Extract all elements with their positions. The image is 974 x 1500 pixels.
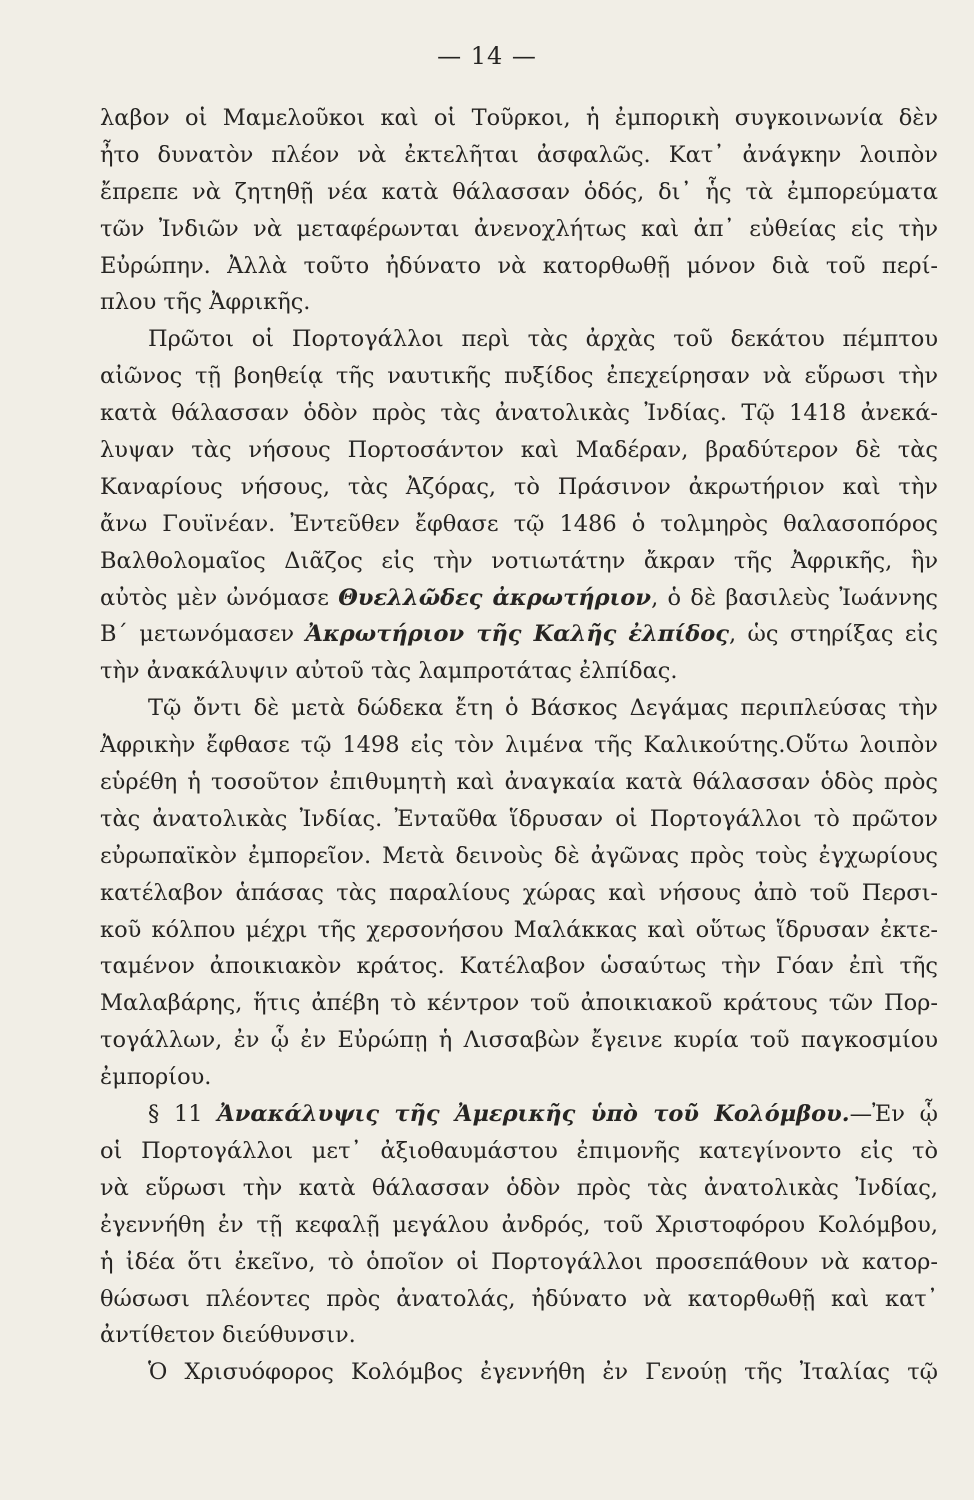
text-line: ἔπρεπε νὰ ζητηθῇ νέα κατὰ θάλασσαν ὁδός, δι᾿ ἧς τὰ ἐμπορεύματα bbox=[100, 178, 938, 205]
text-line bbox=[100, 580, 938, 617]
paragraph-start-line: Ὁ Χρισυόφορος Κολόμβος ἐγεννήθη ἐν Γενούῃ τῆς Ἰταλίας τῷ bbox=[148, 1359, 938, 1386]
body-text bbox=[100, 100, 938, 1391]
text-line: τογάλλων, ἐν ᾧ ἐν Εὐρώπῃ ἡ Λισσαβὼν ἔγεινε κυρία τοῦ παγκοσμίου bbox=[100, 1027, 938, 1054]
text-line bbox=[100, 616, 938, 653]
text-run: αὐτὸς μὲν ὠνόμασε bbox=[100, 584, 339, 611]
text-line: ἐγεννήθη ἐν τῇ κεφαλῇ μεγάλου ἀνδρός, τοῦ Χριστοφόρου Κολόμβου, bbox=[100, 1211, 938, 1238]
paragraph-start-line: Πρῶτοι οἱ Πορτογάλλοι περὶ τὰς ἀρχὰς τοῦ δεκάτου πέμπτου bbox=[148, 326, 938, 353]
text-line: ἦτο δυνατὸν πλέον νὰ ἐκτελῆται ἀσφαλῶς. Κατ᾿ ἀνάγκην λοιπὸν bbox=[100, 141, 938, 168]
text-run: , ὁ δὲ βασιλεὺς Ἰωάννης bbox=[651, 584, 938, 611]
text-line: εὑρέθη ἡ τοσοῦτον ἐπιθυμητὴ καὶ ἀναγκαία κατὰ θάλασσαν ὁδὸς πρὸς bbox=[100, 769, 938, 796]
text-line: αἰῶνος τῇ βοηθείᾳ τῆς ναυτικῆς πυξίδος ἐπεχείρησαν νὰ εὕρωσι τὴν bbox=[100, 363, 938, 390]
emphasized-term: Ἀκρωτήριον τῆς Καλῆς ἐλπίδος bbox=[305, 621, 729, 648]
text-line: ἡ ἰδέα ὅτι ἐκεῖνο, τὸ ὁποῖον οἱ Πορτογάλλοι προσεπάθουν νὰ κατορ- bbox=[100, 1248, 938, 1275]
text-line: τὰς ἀνατολικὰς Ἰνδίας. Ἐνταῦθα ἵδρυσαν οἱ Πορτογάλλοι τὸ πρῶτον bbox=[100, 805, 938, 832]
text-line: κοῦ κόλπου μέχρι τῆς χερσονήσου Μαλάκκας καὶ οὕτως ἵδρυσαν ἐκτε- bbox=[100, 916, 938, 943]
text-line: τῶν Ἰνδιῶν νὰ μεταφέρωνται ἀνενοχλήτως καὶ ἀπ᾿ εὐθείας εἰς τὴν bbox=[100, 215, 938, 242]
text-line: λυψαν τὰς νήσους Πορτοσάντον καὶ Μαδέραν, βραδύτερον δὲ τὰς bbox=[100, 437, 938, 464]
paragraph-start-line: Τῷ ὄντι δὲ μετὰ δώδεκα ἔτη ὁ Βάσκος Δεγάμας περιπλεύσας τὴν bbox=[148, 695, 938, 722]
text-line: ἄνω Γουϊνέαν. Ἐντεῦθεν ἔφθασε τῷ 1486 ὁ τολμηρὸς θαλασοπόρος bbox=[100, 510, 938, 537]
text-line: ἀντίθετον διεύθυνσιν. bbox=[100, 1322, 356, 1349]
text-line: θώσωσι πλέοντες πρὸς ἀνατολάς, ἠδύνατο νὰ κατορθωθῇ καὶ κατ᾿ bbox=[100, 1285, 938, 1312]
section-title: Ἀνακάλυψις τῆς Ἀμερικῆς ὑπὸ τοῦ Κολόμβου. bbox=[217, 1101, 850, 1128]
text-line: εὐρωπαϊκὸν ἐμπορεῖον. Μετὰ δεινοὺς δὲ ἀγῶνας πρὸς τοὺς ἐγχωρίους bbox=[100, 842, 938, 869]
text-line: ἐμπορίου. bbox=[100, 1064, 212, 1091]
text-line: Καναρίους νήσους, τὰς Ἀζόρας, τὸ Πράσινον ἀκρωτήριον καὶ τὴν bbox=[100, 473, 938, 500]
text-line: κατέλαβον ἁπάσας τὰς παραλίους χώρας καὶ νήσους ἀπὸ τοῦ Περσι- bbox=[100, 879, 938, 906]
text-line: λαβον οἱ Μαμελοῦκοι καὶ οἱ Τοῦρκοι, ἡ ἐμπορικὴ συγκοινωνία δὲν bbox=[100, 105, 938, 131]
text-run: , ὡς στηρίξας εἰς bbox=[728, 621, 938, 648]
text-run: —Ἐν ᾧ bbox=[849, 1101, 938, 1128]
text-line: Ἀφρικὴν ἔφθασε τῷ 1498 εἰς τὸν λιμένα τῆς Καλικούτης.Οὕτω λοιπὸν bbox=[100, 732, 938, 759]
section-heading-line bbox=[100, 1096, 938, 1133]
emphasized-term: Θυελλῶδες ἀκρωτήριον bbox=[338, 584, 652, 611]
text-line: οἱ Πορτογάλλοι μετ᾿ ἀξιοθαυμάστου ἐπιμονῆς κατεγίνοντο εἰς τὸ bbox=[100, 1137, 938, 1164]
text-line: Βαλθολομαῖος Διᾶζος εἰς τὴν νοτιωτάτην ἄκραν τῆς Ἀφρικῆς, ἣν bbox=[100, 547, 938, 574]
text-line: νὰ εὕρωσι τὴν κατὰ θάλασσαν ὁδὸν πρὸς τὰς ἀνατολικὰς Ἰνδίας, bbox=[100, 1174, 938, 1201]
text-line: τὴν ἀνακάλυψιν αὐτοῦ τὰς λαμπροτάτας ἐλπίδας. bbox=[100, 658, 678, 685]
section-number: § 11 bbox=[148, 1101, 218, 1128]
text-line: Μαλαβάρης, ἥτις ἀπέβη τὸ κέντρον τοῦ ἀποικιακοῦ κράτους τῶν Πορ- bbox=[100, 990, 938, 1017]
text-line: Εὐρώπην. Ἀλλὰ τοῦτο ἠδύνατο νὰ κατορθωθῇ μόνον διὰ τοῦ περί- bbox=[100, 252, 938, 279]
text-line: κατὰ θάλασσαν ὁδὸν πρὸς τὰς ἀνατολικὰς Ἰνδίας. Τῷ 1418 ἀνεκά- bbox=[100, 400, 938, 427]
page-number: — 14 — bbox=[437, 42, 537, 70]
text-line: πλου τῆς Ἀφρικῆς. bbox=[100, 289, 311, 316]
text-line: ταμένον ἀποικιακὸν κράτος. Κατέλαβον ὡσαύτως τὴν Γόαν ἐπὶ τῆς bbox=[100, 953, 938, 980]
text-run: Β΄ μετωνόμασεν bbox=[100, 621, 306, 648]
